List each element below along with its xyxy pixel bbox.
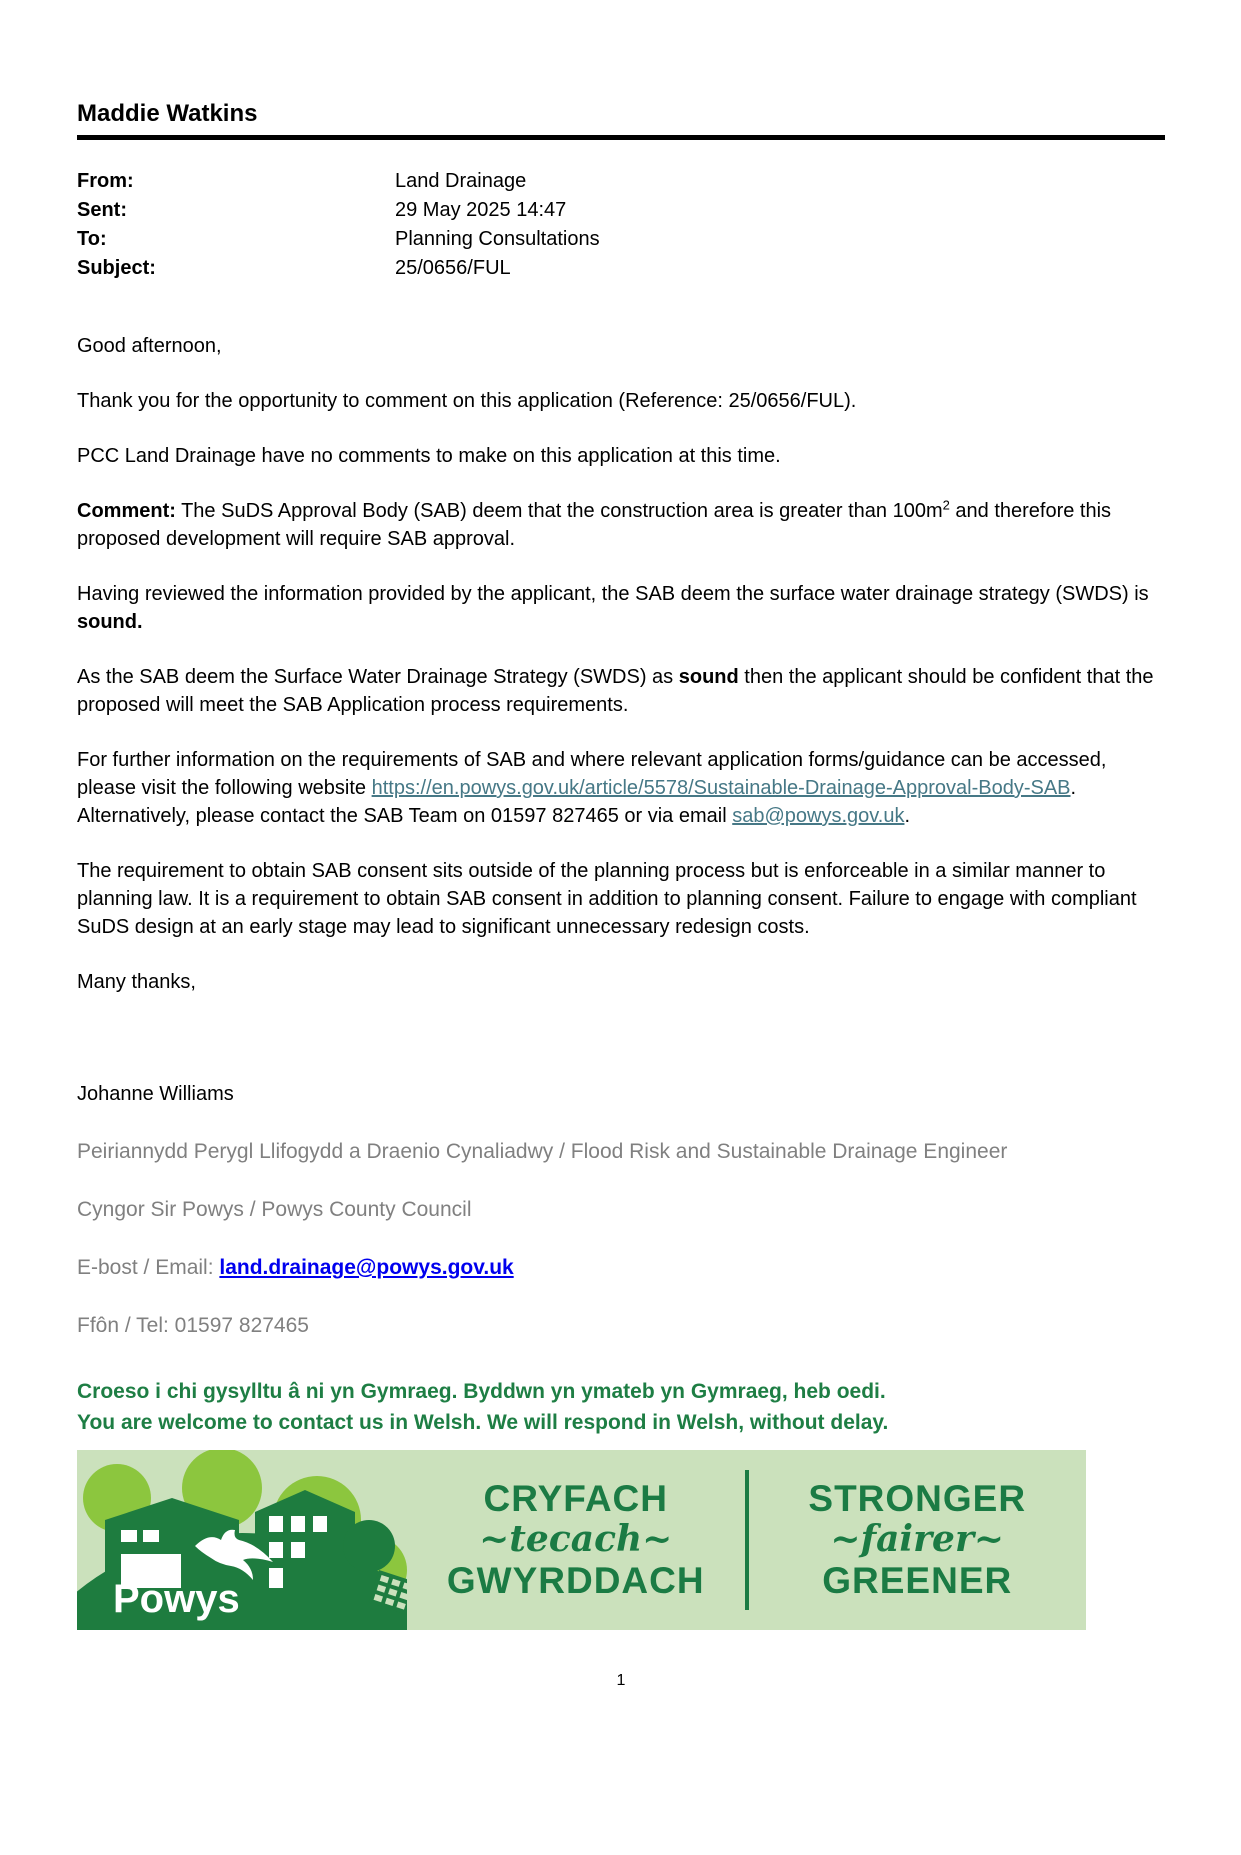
text-run: The SuDS Approval Body (SAB) deem that the construction area is greater than 100m — [175, 500, 943, 522]
body-paragraph — [77, 663, 1165, 719]
signature-role: Peiriannydd Perygl Llifogydd a Draenio Cynaliadwy / Flood Risk and Sustainable Drainage Engineer — [77, 1140, 1008, 1163]
meta-label-from: From: — [77, 170, 134, 192]
meta-label-to: To: — [77, 228, 107, 250]
signature-email-label: E-bost / Email: — [77, 1256, 220, 1279]
text-run: . — [904, 805, 911, 827]
svg-text:Powys: Powys — [113, 1577, 240, 1621]
text-run: then the applicant should be confident that the proposed will meet the SAB Application process requirements. — [77, 666, 1154, 716]
banner-english-line2: ~fairer~ — [830, 1518, 1005, 1561]
meta-value-to: Planning Consultations — [395, 228, 600, 250]
body-paragraph — [77, 968, 1165, 996]
banner-welsh-slogan — [407, 1479, 745, 1602]
banner-welsh-line1: CRYFACH — [483, 1477, 668, 1519]
superscript-text: 2 — [942, 497, 950, 513]
body-paragraph — [77, 387, 1165, 415]
header-rule — [77, 135, 1165, 140]
banner-welsh-line3: GWYRDDACH — [446, 1559, 705, 1601]
text-run: and therefore this proposed development will require SAB approval. — [77, 500, 1112, 550]
banner-english-line3: GREENER — [822, 1559, 1013, 1601]
body-paragraph — [77, 746, 1165, 830]
text-run: Comment: — [77, 500, 176, 522]
text-run: The requirement to obtain SAB consent sits outside of the planning process but is enforceable in a similar manner to planning law. It is a requirement to obtain SAB consent in addition to planning consent. Failure to engage with compliant SuDS design at an early stage may lead to significant unnecessary redesign costs. — [77, 860, 1137, 938]
email-document-page — [0, 100, 1241, 1690]
sender-header: Maddie Watkins — [77, 100, 258, 127]
meta-value-subject: 25/0656/FUL — [395, 257, 511, 279]
banner-english-slogan — [749, 1479, 1087, 1602]
signature-name: Johanne Williams — [77, 1083, 234, 1105]
banner-english-line1: STRONGER — [808, 1477, 1027, 1519]
body-paragraph — [77, 857, 1165, 941]
welsh-notice-line: Croeso i chi gysylltu â ni yn Gymraeg. Byddwn yn ymateb yn Gymraeg, heb oedi. — [77, 1380, 886, 1403]
email-body — [77, 332, 1165, 996]
signature-email-link[interactable]: land.drainage@powys.gov.uk — [219, 1256, 514, 1279]
email-meta-block — [77, 167, 1165, 283]
signature-phone-line: Ffôn / Tel: 01597 827465 — [77, 1314, 309, 1337]
english-notice-line: You are welcome to contact us in Welsh. We will respond in Welsh, without delay. — [77, 1411, 889, 1434]
text-run: Having reviewed the information provided by the applicant, the SAB deem the surface water drainage strategy (SWDS) is — [77, 583, 1149, 605]
meta-value-from: Land Drainage — [395, 170, 527, 192]
house-icon — [255, 1490, 355, 1600]
hyperlink[interactable]: sab@powys.gov.uk — [732, 805, 905, 827]
text-run: Thank you for the opportunity to comment on this application (Reference: 25/0656/FUL). — [77, 390, 857, 412]
text-run: sound. — [77, 611, 143, 633]
powys-logo — [77, 1450, 407, 1630]
body-paragraph — [77, 442, 1165, 470]
body-paragraph — [77, 497, 1165, 553]
banner-welsh-line2: ~tecach~ — [479, 1518, 673, 1561]
signature-organisation: Cyngor Sir Powys / Powys County Council — [77, 1198, 472, 1221]
hyperlink[interactable]: https://en.powys.gov.uk/article/5578/Sustainable-Drainage-Approval-Body-SAB — [371, 777, 1071, 799]
text-run: For further information on the requirements of SAB and where relevant application forms/guidance can be accessed, please visit the following website — [77, 749, 1107, 799]
meta-label-sent: Sent: — [77, 199, 127, 221]
text-run: PCC Land Drainage have no comments to make on this application at this time. — [77, 445, 781, 467]
body-paragraph — [77, 332, 1165, 360]
welsh-language-notice — [77, 1376, 1165, 1438]
text-run: . Alternatively, please contact the SAB Team on 01597 827465 or via email — [77, 777, 1077, 827]
signature-email-line — [77, 1254, 1165, 1282]
powys-campaign-banner — [77, 1450, 1086, 1630]
text-run: As the SAB deem the Surface Water Drainage Strategy (SWDS) as — [77, 666, 679, 688]
meta-value-sent: 29 May 2025 14:47 — [395, 199, 567, 221]
meta-label-subject: Subject: — [77, 257, 156, 279]
text-run: sound — [678, 666, 739, 688]
body-paragraph — [77, 580, 1165, 636]
powys-logo-art — [77, 1450, 407, 1630]
text-run: Many thanks, — [77, 971, 196, 993]
page-number: 1 — [616, 1672, 626, 1689]
text-run: Good afternoon, — [77, 335, 222, 357]
